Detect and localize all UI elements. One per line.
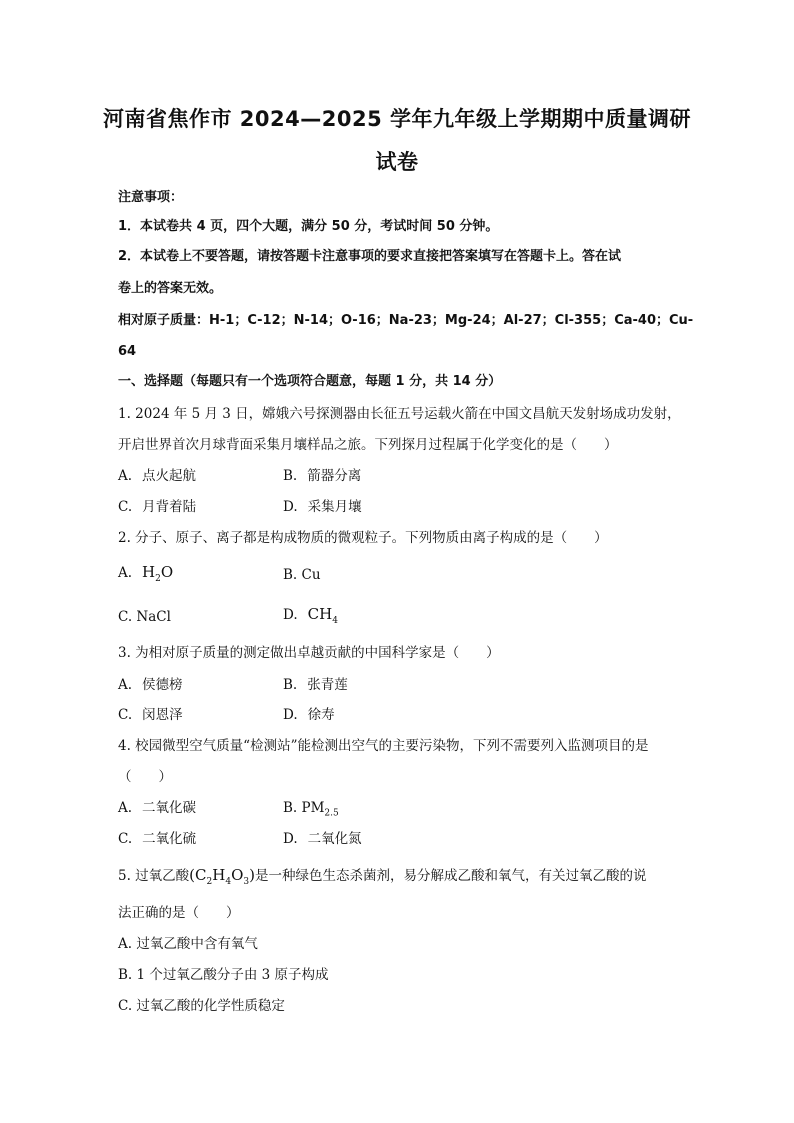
q4-stem-a: 4. 校园微型空气质量“检测站”能检测出空气的主要污染物，下列不需要列入监测项目的是 bbox=[118, 738, 649, 754]
q1-option-d: D. 采集月壤 bbox=[283, 499, 362, 515]
q4-option-b: B. $PM_{2.5}$ bbox=[283, 800, 339, 819]
q3-option-d: D. 徐寿 bbox=[283, 707, 335, 723]
q1-option-a: A. 点火起航 bbox=[118, 468, 197, 484]
q2-option-b: B. Cu bbox=[283, 567, 321, 583]
atomic-mass-line-b: 64 bbox=[118, 344, 137, 359]
q5-option-b: B. 1 个过氧乙酸分子由 3 原子构成 bbox=[118, 967, 329, 983]
q2-option-a: A. $H_2O$ bbox=[118, 563, 174, 584]
note-2-line-b: 卷上的答案无效。 bbox=[118, 281, 223, 296]
q5-option-a: A. 过氧乙酸中含有氧气 bbox=[118, 936, 258, 952]
notes-heading: 注意事项： bbox=[118, 190, 184, 205]
q1-option-b: B. 箭器分离 bbox=[283, 468, 362, 484]
peracetic-acid-formula: $(C_2H_4O_3)$ bbox=[189, 866, 255, 887]
q1-stem-a: 1. 2024 年 5 月 3 日，嫦娥六号探测器由长征五号运载火箭在中国文昌航天发射场成功发射， bbox=[118, 406, 681, 422]
q1-option-c: C. 月背着陆 bbox=[118, 499, 197, 515]
q5-stem-b: 法正确的是（ ） bbox=[118, 905, 240, 921]
q4-option-a: A. 二氧化碳 bbox=[118, 800, 197, 816]
q4-option-d: D. 二氧化氮 bbox=[283, 831, 362, 847]
q3-stem: 3. 为相对原子质量的测定做出卓越贡献的中国科学家是（ ） bbox=[118, 645, 500, 661]
exam-title-line1: 河南省焦作市 2024—2025 学年九年级上学期期中质量调研 bbox=[102, 107, 691, 131]
note-1: 1．本试卷共 4 页，四个大题，满分 50 分，考试时间 50 分钟。 bbox=[118, 219, 499, 234]
q4-stem-b: （ ） bbox=[118, 769, 172, 785]
q2-option-c: C. NaCl bbox=[118, 609, 171, 625]
section-1-heading: 一、选择题（每题只有一个选项符合题意，每题 1 分，共 14 分） bbox=[118, 374, 502, 389]
q3-option-b: B. 张青莲 bbox=[283, 677, 348, 693]
q2-option-d: D. $CH_4$ bbox=[283, 605, 338, 626]
q5-stem-a: 5. 过氧乙酸$(C_2H_4O_3)$是一种绿色生态杀菌剂，易分解成乙酸和氧气，有关过氧乙酸的说 bbox=[118, 866, 647, 887]
note-2-line-a: 2．本试卷上不要答题，请按答题卡注意事项的要求直接把答案填写在答题卡上。答在试 bbox=[118, 249, 622, 264]
q2-stem: 2. 分子、原子、离子都是构成物质的微观粒子。下列物质由离子构成的是（ ） bbox=[118, 530, 608, 546]
q3-option-a: A. 侯德榜 bbox=[118, 677, 183, 693]
exam-title-line2: 试卷 bbox=[375, 150, 419, 174]
q1-stem-b: 开启世界首次月球背面采集月壤样品之旅。下列探月过程属于化学变化的是（ ） bbox=[118, 437, 618, 453]
q4-option-c: C. 二氧化硫 bbox=[118, 831, 197, 847]
atomic-mass-line-a: 相对原子质量：H-1；C-12；N-14；O-16；Na-23；Mg-24；Al-27；Cl-355；Ca-40；Cu- bbox=[118, 313, 694, 328]
q5-option-c: C. 过氧乙酸的化学性质稳定 bbox=[118, 998, 285, 1014]
q3-option-c: C. 闵恩泽 bbox=[118, 707, 183, 723]
